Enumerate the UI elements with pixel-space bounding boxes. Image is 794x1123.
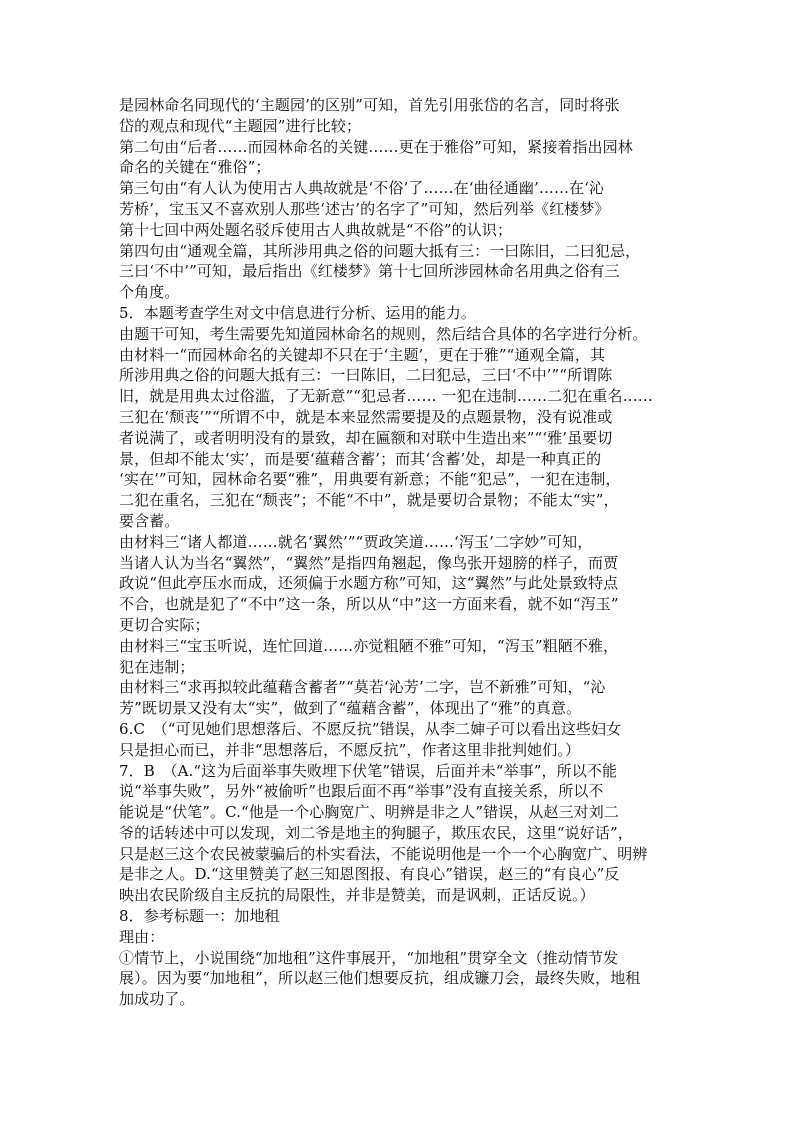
- question-8-heading: 8．参考标题一：加地租: [119, 907, 280, 926]
- text-line: 不合，也就是犯了“不中”这一条，所以从“中”这一方面来看，就不如“泻玉”: [119, 595, 619, 614]
- text-line: 个角度。: [119, 283, 180, 302]
- text-line: 映出农民阶级自主反抗的局限性，并非是赞美，而是讽刺，正话反说。）: [119, 886, 595, 905]
- text-line: 是非之人。D.“这里赞美了赵三知恩图报、有良心”错误，赵三的“有良心”反: [119, 865, 620, 884]
- text-line: 能说是“伏笔”。C.“他是一个心胸宽广、明辨是非之人”错误，从赵三对刘二: [119, 803, 619, 822]
- text-line: 要含蓄。: [119, 511, 180, 530]
- text-line: 爷的话转述中可以发现，刘二爷是地主的狗腿子，欺压农民，这里“说好话”，: [119, 823, 633, 842]
- text-line: 三犯在‘颓丧’”“所谓不中，就是本来显然需要提及的点题景物，没有说准或: [119, 407, 613, 426]
- text-line: 二犯在重名，三犯在“颓丧”；不能“不中”，就是要切合景物；不能太“实”，: [119, 491, 619, 510]
- text-line: 加成功了。: [119, 990, 195, 1009]
- text-line: 第三句由“有人认为使用古人典故就是‘不俗’了……在‘曲径通幽’……在‘沁: [119, 179, 605, 198]
- text-line: 旧，就是用典太过俗滥，了无新意”“犯忌者…… 一犯在违制……二犯在重名……: [119, 387, 653, 406]
- text-line: 由题干可知，考生需要先知道园林命名的规则，然后结合具体的名字进行分析。: [119, 324, 648, 343]
- text-line: 由材料三“求再拟较此蕴藉含蓄者”“莫若‘沁芳’二字，岂不新雅”可知，“沁: [119, 678, 606, 697]
- text-line: 由材料一“而园林命名的关键却不只在于‘主题’，更在于雅”“通观全篇，其: [119, 345, 606, 364]
- text-line: 由材料三“宝玉听说，连忙回道……亦觉粗陋不雅”可知，“泻玉”粗陋不雅，: [119, 636, 619, 655]
- text-line: 第十七回中两处题名驳斥使用古人典故就是“不俗”的认识；: [119, 220, 513, 239]
- text-line: 只是赵三这个农民被蒙骗后的朴实看法，不能说明他是一个一个心胸宽广、明辨: [119, 844, 648, 863]
- text-line: 只是担心而已，并非“思想落后，不愿反抗”，作者这里非批判她们。）: [119, 740, 581, 759]
- text-line: 是园林命名同现代的‘主题园’的区别”可知，首先引用张岱的名言，同时将张: [119, 96, 620, 114]
- text-line: 三曰‘不中’”可知，最后指出《红楼梦》第十七回所涉园林命名用典之俗有三: [119, 262, 620, 281]
- text-line: ‘实在’”可知，园林命名要“雅”，用典要有新意；不能“犯忌”，一犯在违制，: [119, 470, 621, 489]
- text-line: 所涉用典之俗的问题大抵有三：一曰陈旧，二曰犯忌，三曰‘不中’”“所谓陈: [119, 366, 613, 385]
- text-line: 当诸人认为当名“翼然”，“翼然”是指四角翘起，像鸟张开翅膀的样子，而贾: [119, 553, 619, 572]
- text-line: 犯在违制；: [119, 657, 195, 676]
- text-line: 说“举事失败”，另外“被偷听”也跟后面不再“举事”没有直接关系，所以不: [119, 782, 604, 801]
- text-line: 岱的观点和现代“主题园”进行比较；: [119, 116, 362, 135]
- text-line: 者说满了，或者明明没有的景致，却在匾额和对联中生造出来”“‘雅’虽要切: [119, 428, 613, 447]
- text-line: 更切合实际；: [119, 615, 210, 634]
- text-line: 芳桥’，宝玉又不喜欢别人那些‘述古’的名字了”可知，然后列举《红楼梦》: [119, 199, 610, 218]
- text-line: 由材料三“诸人都道……就名‘翼然’”“贾政笑道……‘泻玉’二字妙”可知，: [119, 532, 593, 551]
- text-line: 命名的关键在“雅俗”；: [119, 158, 271, 177]
- text-line: 展）。因为要“加地租”，所以赵三他们想要反抗，组成镰刀会，最终失败，地租: [119, 969, 641, 988]
- question-6-answer: 6.C （“可见她们思想落后、不愿反抗”错误，从李二婶子可以看出这些妇女: [119, 719, 622, 738]
- answer-explanation-text: [119, 95, 685, 1010]
- text-line: ①情节上，小说围绕“加地租”这件事展开，“加地租”贯穿全文（推动情节发: [119, 948, 619, 967]
- text-line: 理由：: [119, 927, 165, 946]
- text-line: 景，但却不能太‘实’，而是要‘蕴藉含蓄’；而其‘含蓄’处，却是一种真正的: [119, 449, 602, 468]
- question-5-heading: 5．本题考查学生对文中信息进行分析、运用的能力。: [119, 303, 476, 322]
- text-line: 芳”既切景又没有太“实”，做到了“蕴藉含蓄”，体现出了“雅”的真意。: [119, 699, 582, 718]
- question-7-answer: 7．B （A.“这为后面举事失败埋下伏笔”错误，后面并未“举事”，所以不能: [119, 761, 618, 780]
- text-line: 第四句由“通观全篇，其所涉用典之俗的问题大抵有三：一曰陈旧，二曰犯忌，: [119, 241, 641, 260]
- text-line: 政说“但此亭压水而成，还须偏于水题方称”可知，这“翼然”与此处景致特点: [119, 574, 619, 593]
- text-line: 第二句由“后者……而园林命名的关键……更在于雅俗”可知，紧接着指出园林: [119, 137, 633, 156]
